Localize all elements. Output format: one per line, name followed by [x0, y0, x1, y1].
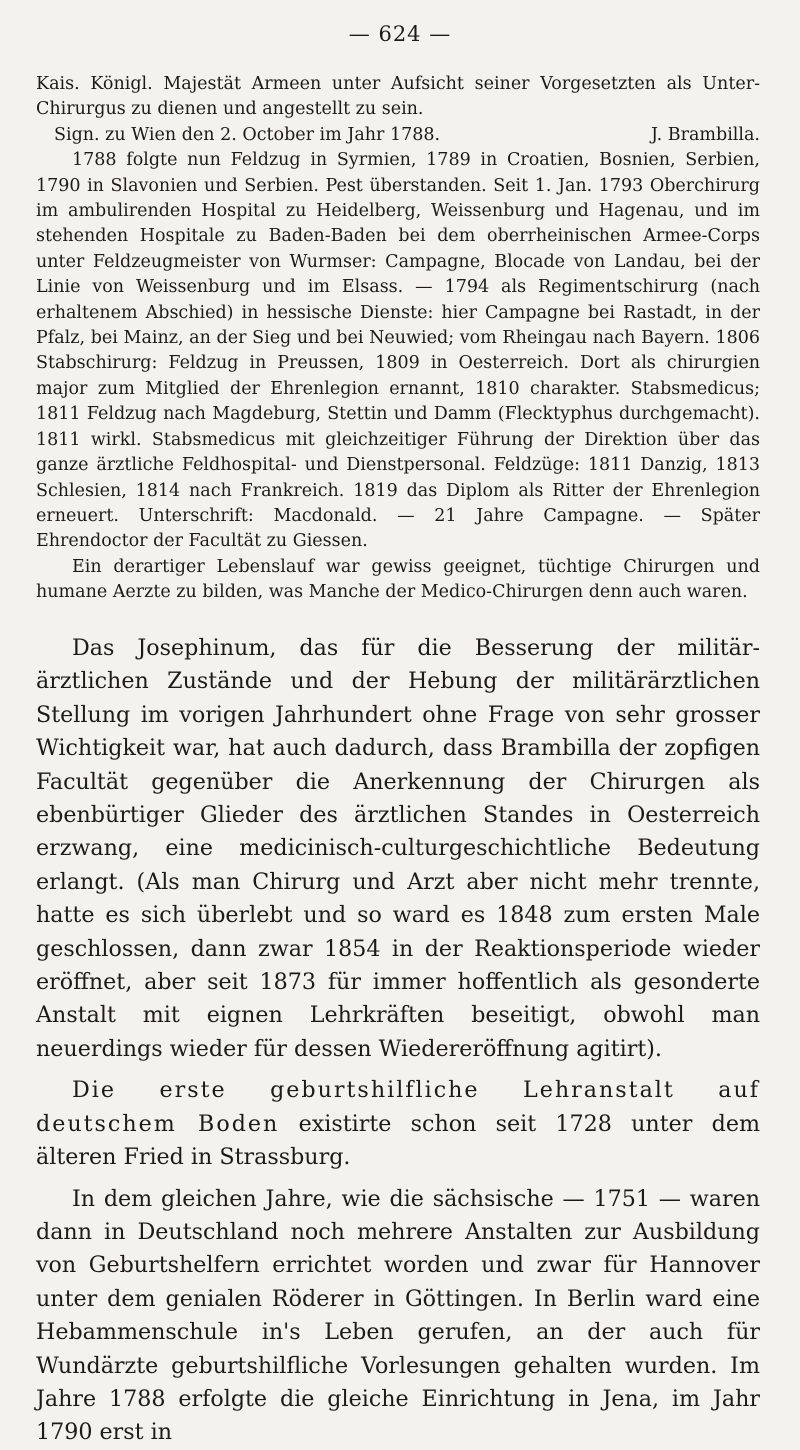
paragraph-other-institutions: In dem gleichen Jahre, wie die sächsische — 1751 — waren dann in Deutschland noch mehrere Anstalten zur Ausbildung von Geburtshelfern errichtet worden und zwar für Hannover unter dem genialen Röderer in Göttingen. In Berlin ward eine Hebammenschule in's Leben gerufen, an der auch für Wundärzte geburtshilfliche Vorlesungen gehalten wurden. Im Jahre 1788 erfolgte die gleiche Einrichtung in Jena, im Jahr 1790 erst in — [36, 1185, 760, 1446]
paragraph-first-institution — [36, 1074, 760, 1174]
paragraph-josephinum: Das Josephinum, das für die Besserung der militär-ärztlichen Zustände und der Hebung der militärärztlichen Stellung im vorigen Jahrhundert ohne Frage von sehr grosser Wichtigkeit war, hat auch dadurch, dass Brambilla der zopfigen Facultät gegenüber die Anerkennung der Chirurgen als ebenbürtiger Glieder des ärztlichen Standes in Oesterreich erzwang, eine medicinisch-culturgeschichtliche Bedeutung erlangt. (Als man Chirurg und Arzt aber nicht mehr trennte, hatte es sich überlebt und so ward es 1848 zum ersten Male geschlossen, dann zwar 1854 in der Reaktionsperiode wieder eröffnet, aber seit 1873 für immer hoffentlich als gesonderte Anstalt mit eignen Lehrkräften beseitigt, obwohl man neuerdings wieder für dessen Wiedereröffnung agitirt). — [36, 635, 760, 1062]
signature-place-date: Sign. zu Wien den 2. October im Jahr 1788. — [54, 124, 441, 145]
biography-block — [36, 72, 760, 606]
page-number: — 624 — — [348, 22, 452, 46]
signature-name: J. Brambilla. — [650, 124, 760, 145]
main-text-block — [36, 632, 760, 1450]
spaced-heading-text: Die erste geburtshilfliche Lehranstalt auf deutschem Boden — [36, 1077, 760, 1137]
paragraph-career: 1788 folgte nun Feldzug in Syrmien, 1789 in Croatien, Bosnien, Serbien, 1790 in Slavonien und Serbien. Pest überstanden. Seit 1. Jan. 1793 Oberchirurg im ambulirenden Hospital zu Heidelberg, Weissenburg und Hagenau, und im stehenden Hospitale zu Baden-Baden bei dem oberrheinischen Armee-Corps unter Feldzeugmeister von Wurmser: Campagne, Blocade von Landau, bei der Linie von Weissenburg und im Elsass. — 1794 als Regimentschirurg (nach erhaltenem Abschied) in hessische Dienste: hier Campagne bei Rastadt, in der Pfalz, bei Mainz, an der Sieg und bei Neuwied; vom Rheingau nach Bayern. 1806 Stabschirurg: Feldzug in Preussen, 1809 in Oesterreich. Dort als chirurgien major zum Mitglied der Ehrenlegion ernannt, 1810 charakter. Stabsmedicus; 1811 Feldzug nach Magdeburg, Stettin und Damm (Flecktyphus durchgemacht). 1811 wirkl. Stabsmedicus mit gleichzeitiger Führung der Direktion über das ganze ärztliche Feldhospital- und Dienstpersonal. Feldzüge: 1811 Danzig, 1813 Schlesien, 1814 nach Frankreich. 1819 das Diplom als Ritter der Ehrenlegion erneuert. Unterschrift: Macdonald. — 21 Jahre Campagne. — Später Ehrendoctor der Facultät zu Giessen. — [36, 150, 760, 552]
signature-line — [36, 123, 760, 148]
paragraph-appointment: Kais. Königl. Majestät Armeen unter Aufsicht seiner Vorgesetzten als Unter-Chirurgus zu dienen und angestellt zu sein. — [36, 74, 760, 120]
paragraph-first-institution-rest: existirte schon seit 1728 unter dem älteren Fried in Strassburg. — [36, 1110, 760, 1171]
paragraph-summary: Ein derartiger Lebenslauf war gewiss geeignet, tüchtige Chirurgen und humane Aerzte zu bilden, was Manche der Medico-Chirurgen denn auch waren. — [36, 556, 760, 603]
